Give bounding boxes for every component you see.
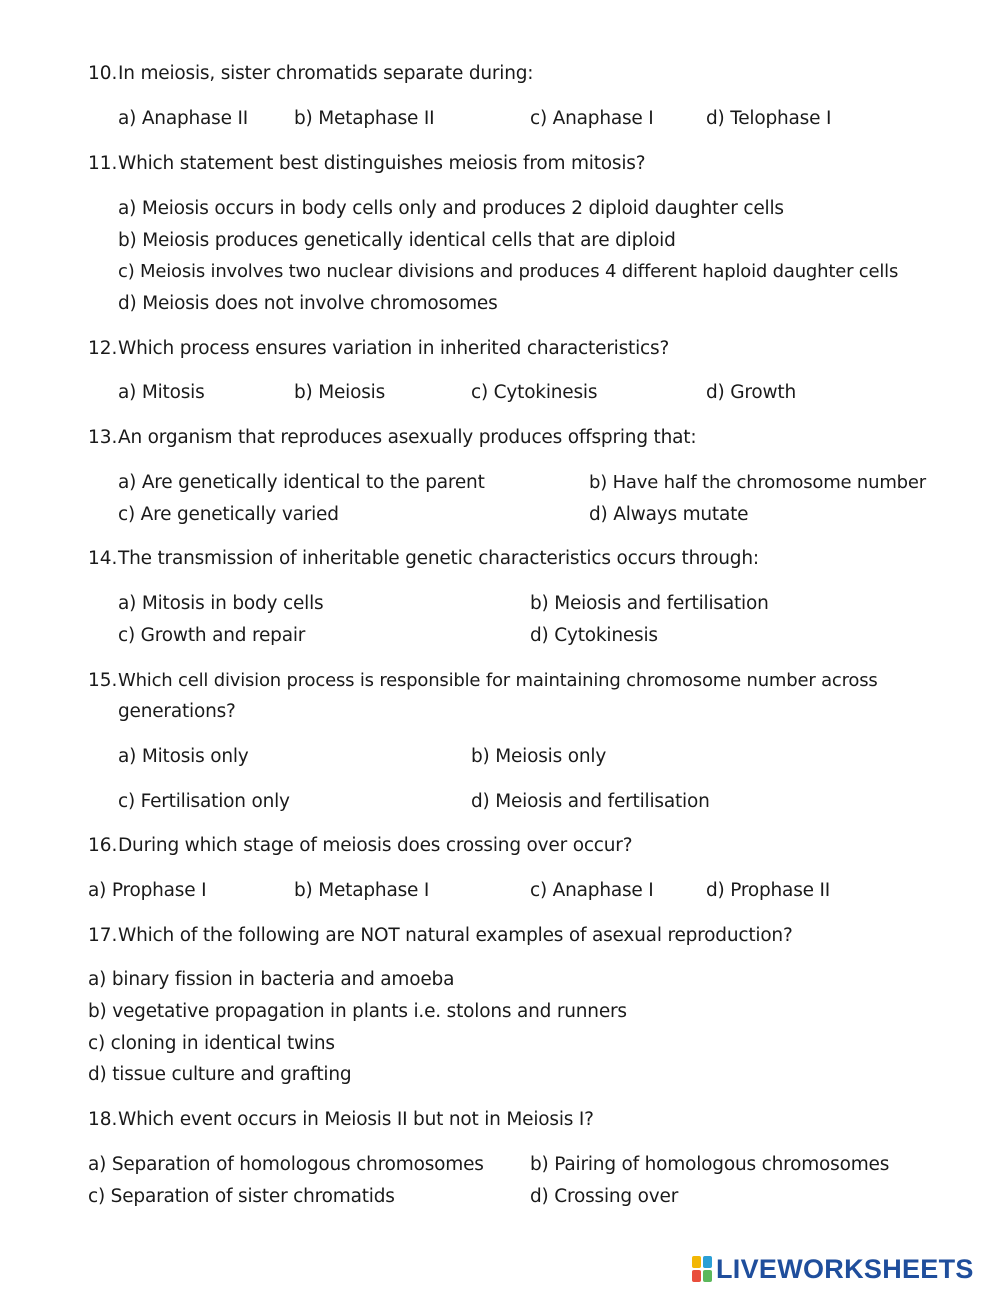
answer-option[interactable]: b) Metaphase II — [294, 108, 435, 129]
answer-option[interactable]: a) Separation of homologous chromosomes — [88, 1154, 484, 1175]
answer-option[interactable]: a) binary fission in bacteria and amoeba — [88, 969, 455, 990]
answer-option[interactable]: d) Crossing over — [530, 1186, 679, 1207]
answer-option[interactable]: c) Anaphase I — [530, 108, 654, 129]
answer-option[interactable]: a) Anaphase II — [118, 108, 248, 129]
logo-tile — [703, 1270, 712, 1282]
logo-tile — [692, 1256, 701, 1268]
answer-option[interactable]: a) Mitosis — [118, 382, 205, 403]
question-number: 18. — [88, 1109, 118, 1130]
liveworksheets-logo-icon — [692, 1256, 712, 1282]
answer-option[interactable]: a) Are genetically identical to the parent — [118, 472, 485, 493]
answer-option[interactable]: b) Pairing of homologous chromosomes — [530, 1154, 890, 1175]
question-text: Which event occurs in Meiosis II but not in Meiosis I? — [118, 1109, 594, 1130]
answer-option[interactable]: d) Meiosis and fertilisation — [471, 791, 710, 812]
answer-option[interactable]: c) Fertilisation only — [118, 791, 290, 812]
question-number: 11. — [88, 153, 118, 174]
answer-option[interactable]: b) Meiosis produces genetically identical cells that are diploid — [118, 230, 676, 251]
logo-text: LIVEWORKSHEETS — [716, 1254, 974, 1284]
question-number: 16. — [88, 835, 118, 856]
question-text: An organism that reproduces asexually produces offspring that: — [118, 427, 697, 448]
answer-option[interactable]: b) Meiosis and fertilisation — [530, 593, 769, 614]
question-number: 12. — [88, 338, 118, 359]
answer-option[interactable]: a) Prophase I — [88, 880, 207, 901]
answer-option[interactable]: d) Meiosis does not involve chromosomes — [118, 293, 498, 314]
answer-option[interactable]: b) Meiosis — [294, 382, 386, 403]
answer-option[interactable]: c) Growth and repair — [118, 625, 306, 646]
question-text: Which process ensures variation in inherited characteristics? — [118, 338, 670, 359]
answer-option[interactable]: d) Prophase II — [706, 880, 831, 901]
question-number: 14. — [88, 548, 118, 569]
answer-option[interactable]: c) Separation of sister chromatids — [88, 1186, 395, 1207]
answer-option[interactable]: c) Meiosis involves two nuclear divisions and produces 4 different haploid daughter cells — [118, 261, 899, 282]
answer-option[interactable]: c) Are genetically varied — [118, 504, 339, 525]
question-text: Which statement best distinguishes meiosis from mitosis? — [118, 153, 646, 174]
answer-option[interactable]: d) Cytokinesis — [530, 625, 658, 646]
answer-option[interactable]: b) vegetative propagation in plants i.e. stolons and runners — [88, 1001, 627, 1022]
question-number: 13. — [88, 427, 118, 448]
question-number: 15. — [88, 670, 118, 691]
logo-tile — [692, 1270, 701, 1282]
answer-option[interactable]: d) Growth — [706, 382, 797, 403]
answer-option[interactable]: a) Mitosis in body cells — [118, 593, 324, 614]
answer-option[interactable]: c) cloning in identical twins — [88, 1033, 335, 1054]
answer-option[interactable]: a) Mitosis only — [118, 746, 249, 767]
answer-option[interactable]: d) Telophase I — [706, 108, 832, 129]
question-text: During which stage of meiosis does crossing over occur? — [118, 835, 633, 856]
question-text: The transmission of inheritable genetic characteristics occurs through: — [118, 548, 759, 569]
logo-tile — [703, 1256, 712, 1268]
answer-option[interactable]: d) tissue culture and grafting — [88, 1064, 352, 1085]
answer-option[interactable]: c) Cytokinesis — [471, 382, 598, 403]
answer-option[interactable]: d) Always mutate — [589, 504, 749, 525]
question-text-continued: generations? — [118, 701, 236, 722]
answer-option[interactable]: b) Meiosis only — [471, 746, 607, 767]
question-number: 10. — [88, 63, 118, 84]
liveworksheets-logo[interactable] — [692, 1254, 988, 1284]
answer-option[interactable]: a) Meiosis occurs in body cells only and produces 2 diploid daughter cells — [118, 198, 784, 219]
question-text: Which cell division process is responsible for maintaining chromosome number across — [118, 670, 878, 691]
question-text: Which of the following are NOT natural examples of asexual reproduction? — [118, 925, 793, 946]
answer-option[interactable]: b) Have half the chromosome number — [589, 472, 926, 493]
question-number: 17. — [88, 925, 118, 946]
answer-option[interactable]: b) Metaphase I — [294, 880, 430, 901]
question-text: In meiosis, sister chromatids separate during: — [118, 63, 534, 84]
answer-option[interactable]: c) Anaphase I — [530, 880, 654, 901]
